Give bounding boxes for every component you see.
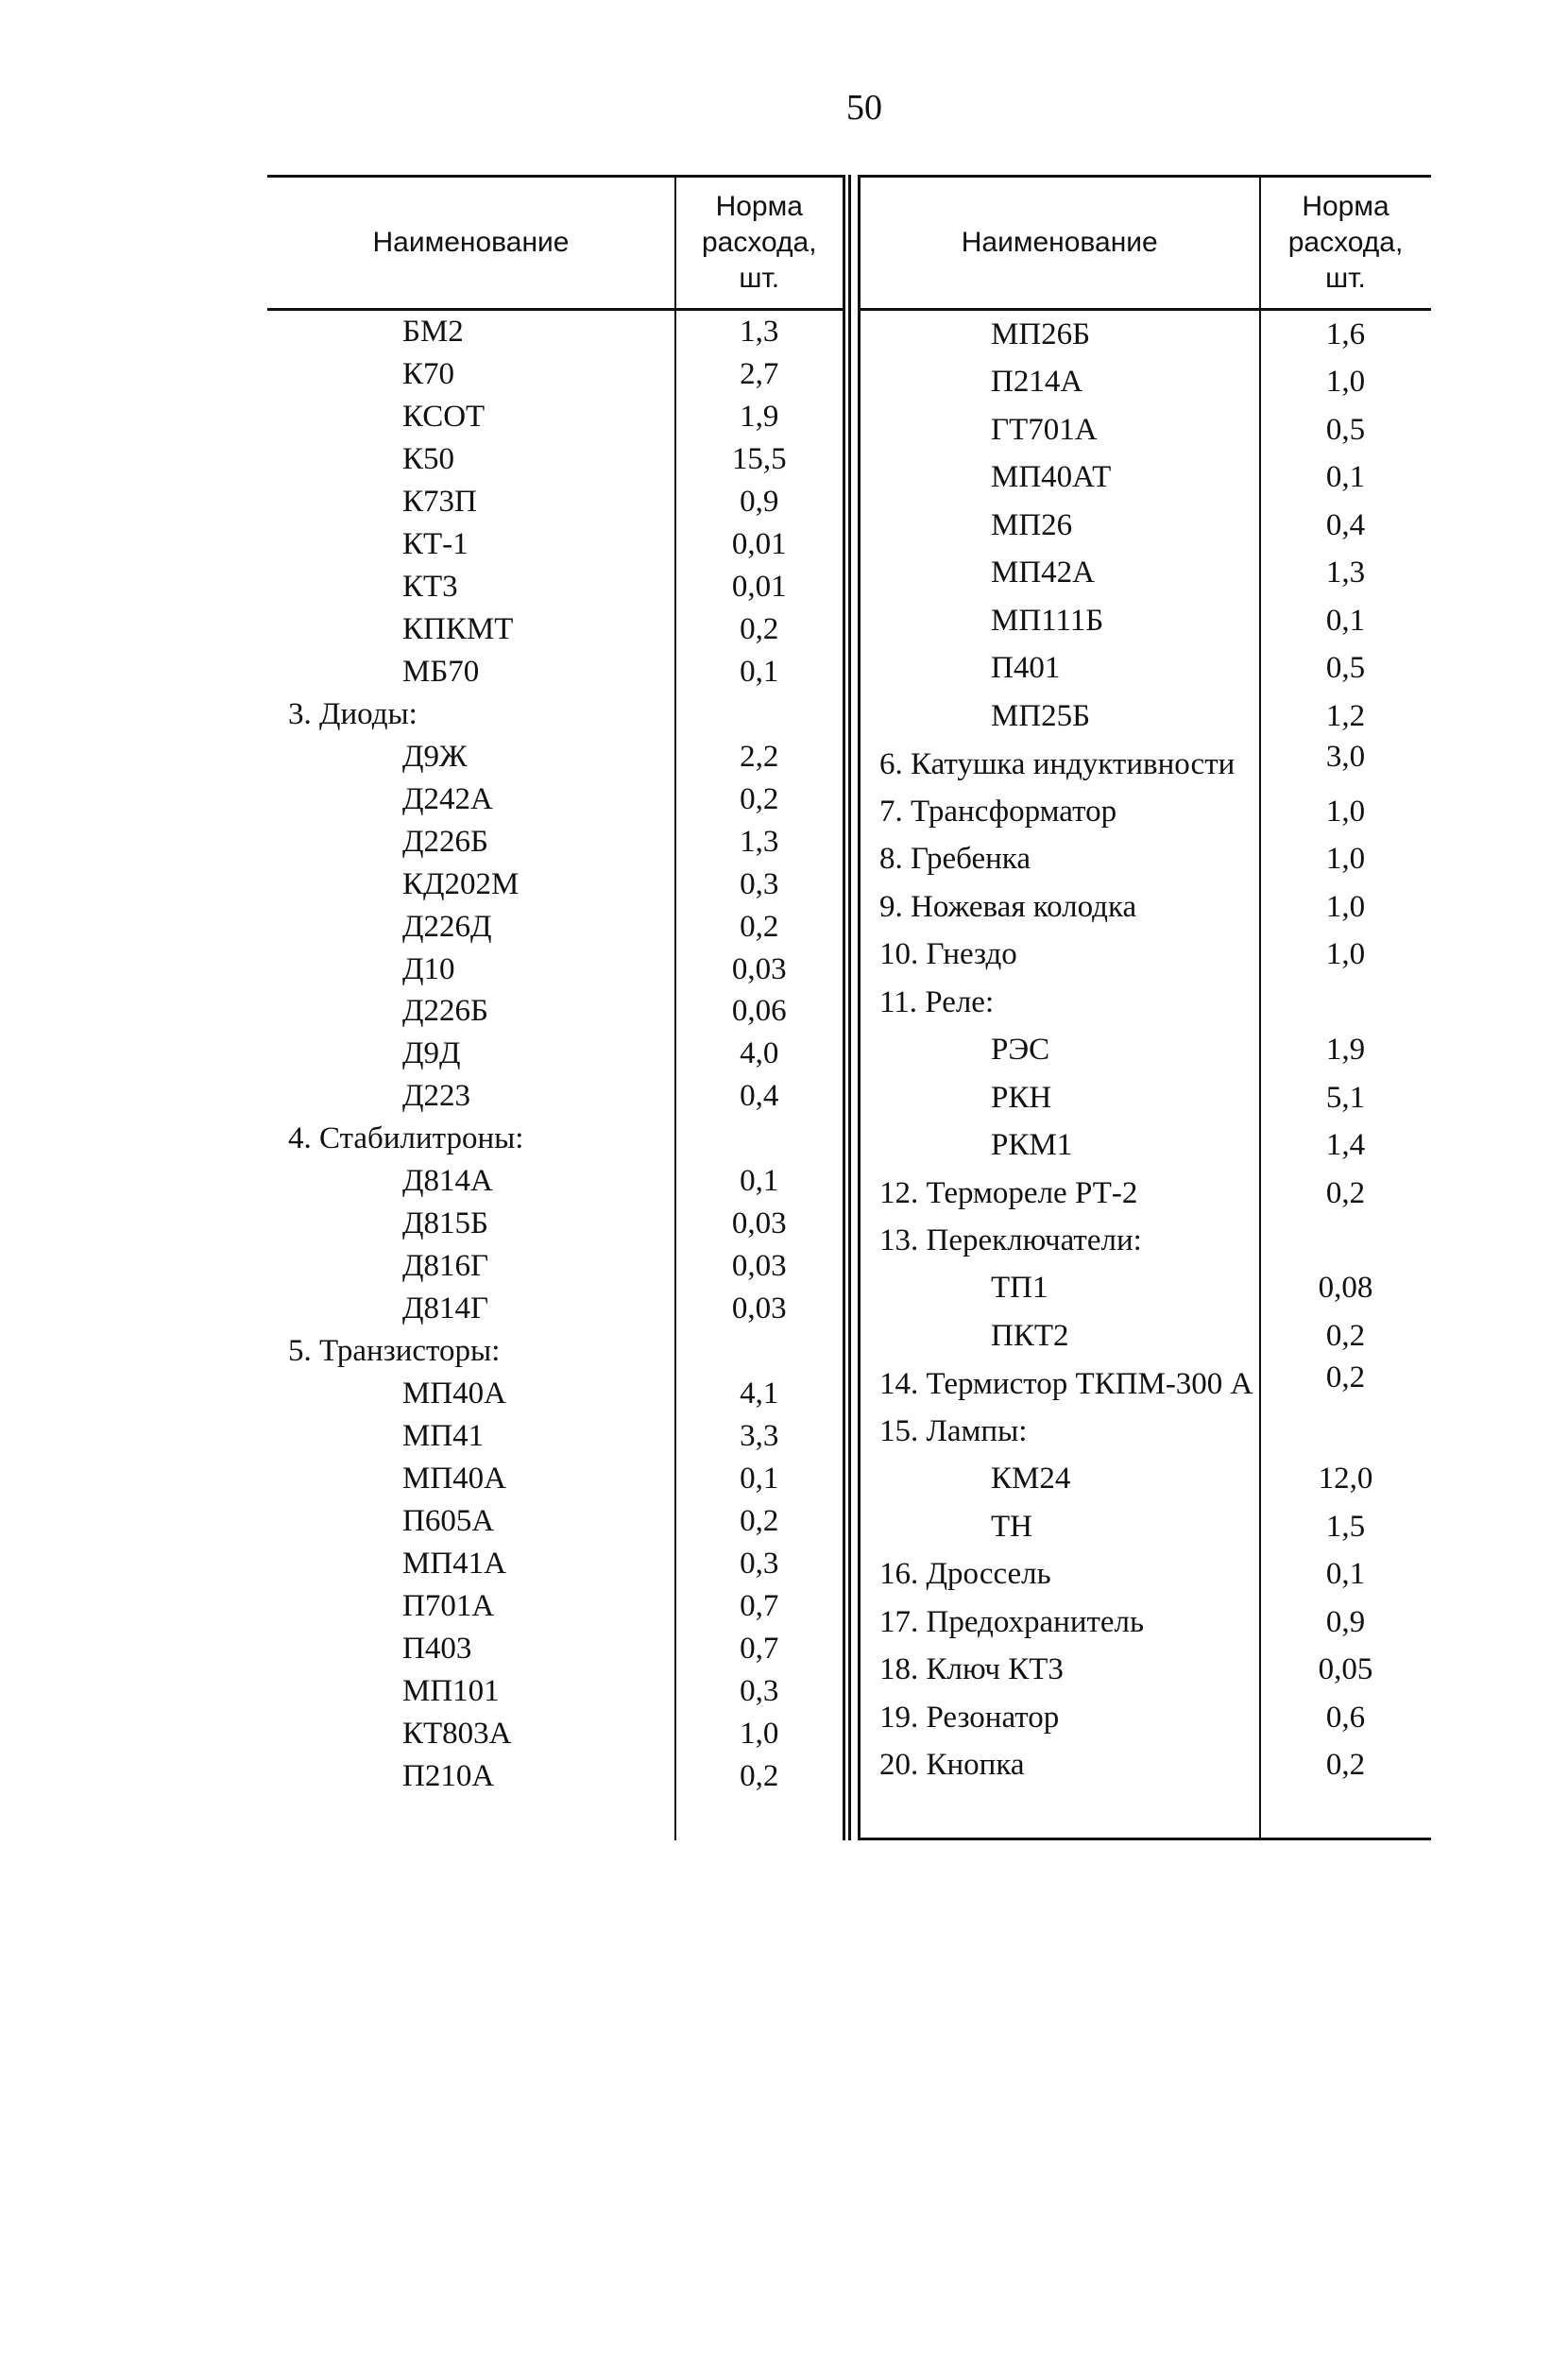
table-row — [860, 1121, 1431, 1169]
item-name: ТН — [860, 1503, 1260, 1550]
item-name: МП111Б — [860, 597, 1260, 644]
table-row — [267, 1713, 844, 1755]
item-name: КСОТ — [267, 396, 675, 438]
table-header-row — [860, 177, 1431, 310]
table-row — [860, 454, 1431, 502]
table-row — [267, 1118, 844, 1160]
item-norm: 0,2 — [675, 906, 844, 949]
table-row — [267, 438, 844, 481]
name-column-header: Наименование — [860, 177, 1260, 310]
item-norm: 0,2 — [1325, 1360, 1366, 1394]
item-norm — [1260, 1217, 1431, 1264]
item-name: Д10 — [267, 949, 675, 991]
table-row — [267, 1245, 844, 1288]
item-name: П401 — [860, 644, 1260, 692]
item-name: П701А — [267, 1585, 675, 1628]
item-name: КПКМТ — [267, 608, 675, 651]
item-norm: 0,2 — [675, 778, 844, 821]
item-name: Д226Б — [267, 821, 675, 864]
table-row — [860, 883, 1431, 931]
table-row — [860, 406, 1431, 453]
table-row — [267, 608, 844, 651]
item-name: МП41А — [267, 1543, 675, 1585]
item-norm: 4,0 — [675, 1033, 844, 1075]
item-name: 4. Стабилитроны: — [267, 1118, 675, 1160]
item-norm: 1,3 — [675, 821, 844, 864]
item-name: КД202М — [267, 864, 675, 906]
table-header-row — [267, 177, 844, 310]
consumption-table-left — [267, 175, 845, 1840]
item-norm — [1260, 979, 1431, 1026]
item-norm: 0,2 — [1325, 1175, 1366, 1210]
table-row — [860, 1742, 1431, 1789]
item-norm: 2,2 — [675, 736, 844, 778]
item-norm — [675, 693, 844, 736]
item-norm: 0,4 — [675, 1075, 844, 1118]
item-name: 19. Резонатор — [860, 1694, 1260, 1741]
table-row — [860, 1503, 1431, 1550]
table-row — [267, 1585, 844, 1628]
item-norm: 0,5 — [1325, 651, 1366, 686]
item-name: РЭС — [860, 1026, 1260, 1073]
item-name: К50 — [267, 438, 675, 481]
item-norm: 3,3 — [675, 1415, 844, 1458]
item-norm: 0,1 — [675, 651, 844, 693]
table-row — [267, 1330, 844, 1373]
item-name: МП40А — [267, 1458, 675, 1500]
table-row — [267, 396, 844, 438]
table-row — [860, 1026, 1431, 1073]
item-norm: 15,5 — [675, 438, 844, 481]
item-name: МП26Б — [860, 310, 1260, 359]
item-name: 5. Транзисторы: — [267, 1330, 675, 1373]
item-name: КМ24 — [860, 1456, 1260, 1503]
item-norm: 0,03 — [675, 949, 844, 991]
item-norm: 0,6 — [1325, 1700, 1366, 1735]
item-norm: 1,4 — [1325, 1128, 1366, 1163]
table-row — [267, 1415, 844, 1458]
item-norm: 12,0 — [1318, 1462, 1373, 1496]
table-row — [267, 1543, 844, 1585]
item-norm: 3,0 — [1325, 740, 1366, 775]
table-filler — [267, 1798, 844, 1840]
table-row — [860, 1265, 1431, 1312]
item-norm: 0,03 — [675, 1245, 844, 1288]
item-name: МП25Б — [860, 693, 1260, 740]
item-norm: 1,0 — [1325, 889, 1366, 924]
table-row — [860, 1456, 1431, 1503]
item-norm: 1,3 — [1325, 556, 1366, 590]
item-norm: 0,7 — [675, 1628, 844, 1670]
item-name: ГТ701А — [860, 406, 1260, 453]
table-row — [860, 549, 1431, 596]
item-norm: 0,9 — [1325, 1604, 1366, 1639]
item-name: 20. Кнопка — [860, 1742, 1260, 1789]
item-name: П210А — [267, 1755, 675, 1798]
table-row — [267, 991, 844, 1034]
item-norm: 1,0 — [1325, 794, 1366, 829]
table-row — [267, 1075, 844, 1118]
table-row — [267, 736, 844, 778]
item-name: 7. Трансформатор — [860, 788, 1260, 835]
item-name: Д816Г — [267, 1245, 675, 1288]
item-norm: 1,6 — [1325, 316, 1366, 351]
name-column-header: Наименование — [267, 177, 675, 310]
item-norm: 0,4 — [1325, 507, 1366, 542]
item-name: БМ2 — [267, 310, 675, 353]
item-name: Д814Г — [267, 1288, 675, 1330]
item-norm: 0,1 — [675, 1458, 844, 1500]
item-name: 14. Термистор ТКПМ-300 А — [860, 1360, 1260, 1408]
item-norm: 0,2 — [1325, 1748, 1366, 1783]
table-row — [267, 1500, 844, 1543]
item-norm: 5,1 — [1325, 1080, 1366, 1115]
item-name: КТ803А — [267, 1713, 675, 1755]
item-norm: 0,01 — [675, 566, 844, 608]
item-norm: 0,2 — [675, 1500, 844, 1543]
table-row — [267, 1203, 844, 1245]
table-row — [267, 906, 844, 949]
item-name: 9. Ножевая колодка — [860, 883, 1260, 931]
item-name: Д226Д — [267, 906, 675, 949]
table-row — [860, 502, 1431, 549]
item-norm: 0,1 — [1325, 1557, 1366, 1592]
item-norm — [1260, 1408, 1431, 1455]
item-norm: 0,06 — [675, 991, 844, 1034]
item-norm — [675, 1330, 844, 1373]
table-row — [860, 644, 1431, 692]
item-name: МП101 — [267, 1670, 675, 1713]
item-name: 16. Дроссель — [860, 1551, 1260, 1599]
item-name: МП40А — [267, 1373, 675, 1415]
item-norm: 4,1 — [675, 1373, 844, 1415]
item-norm: 0,1 — [675, 1160, 844, 1203]
item-name: РКМ1 — [860, 1121, 1260, 1169]
item-name: МБ70 — [267, 651, 675, 693]
item-norm: 0,01 — [675, 523, 844, 566]
table-row — [860, 740, 1431, 787]
item-name: Д242А — [267, 778, 675, 821]
table-row — [267, 1628, 844, 1670]
item-norm: 0,3 — [675, 864, 844, 906]
table-row — [860, 693, 1431, 740]
item-norm — [675, 1118, 844, 1160]
item-name: МП41 — [267, 1415, 675, 1458]
item-name: Д226Б — [267, 991, 675, 1034]
item-norm: 1,9 — [675, 396, 844, 438]
item-name: 18. Ключ КТ3 — [860, 1647, 1260, 1694]
table-row — [267, 1373, 844, 1415]
item-name: МП42А — [860, 549, 1260, 596]
item-norm: 0,2 — [675, 1755, 844, 1798]
table-row — [267, 1755, 844, 1798]
item-norm: 1,3 — [675, 310, 844, 353]
table-row — [267, 778, 844, 821]
table-row — [860, 835, 1431, 882]
item-norm: 0,2 — [675, 608, 844, 651]
table-row — [267, 353, 844, 396]
item-name: К70 — [267, 353, 675, 396]
table-row — [267, 1033, 844, 1075]
table-row — [267, 693, 844, 736]
table-row — [860, 788, 1431, 835]
table-row — [860, 1599, 1431, 1646]
table-row — [267, 310, 844, 353]
item-norm: 1,5 — [1325, 1509, 1366, 1544]
item-norm: 2,7 — [675, 353, 844, 396]
table-row — [267, 651, 844, 693]
table-row — [267, 523, 844, 566]
item-name: РКН — [860, 1074, 1260, 1121]
item-name: П403 — [267, 1628, 675, 1670]
item-norm: 0,9 — [675, 481, 844, 523]
item-name: МП40АТ — [860, 454, 1260, 502]
item-name: Д814А — [267, 1160, 675, 1203]
item-name: КТ3 — [267, 566, 675, 608]
table-row — [267, 864, 844, 906]
table-row — [860, 1360, 1431, 1408]
item-norm: 0,05 — [1318, 1652, 1373, 1687]
table-row — [267, 481, 844, 523]
item-name: 13. Переключатели: — [860, 1217, 1260, 1264]
table-row — [860, 979, 1431, 1026]
item-name: 17. Предохранитель — [860, 1599, 1260, 1646]
item-name: 10. Гнездо — [860, 931, 1260, 978]
table-row — [267, 1458, 844, 1500]
item-name: 12. Термореле РТ-2 — [860, 1170, 1260, 1217]
norm-column-header: Норма расхода, шт. — [675, 177, 844, 310]
table-filler — [860, 1789, 1431, 1838]
table-row — [860, 931, 1431, 978]
item-name: П605А — [267, 1500, 675, 1543]
item-name: 3. Диоды: — [267, 693, 675, 736]
table-row — [267, 1288, 844, 1330]
item-name: Д9Ж — [267, 736, 675, 778]
item-norm: 0,03 — [675, 1288, 844, 1330]
table-row — [860, 310, 1431, 359]
item-name: КТ-1 — [267, 523, 675, 566]
table-row — [267, 1670, 844, 1713]
table-row — [860, 1551, 1431, 1599]
table-row — [860, 1408, 1431, 1455]
table-row — [267, 1160, 844, 1203]
item-norm: 0,2 — [1325, 1318, 1366, 1353]
item-norm: 0,03 — [675, 1203, 844, 1245]
table-row — [860, 1647, 1431, 1694]
item-norm: 1,2 — [1325, 698, 1366, 733]
item-name: ТП1 — [860, 1265, 1260, 1312]
item-norm: 1,0 — [675, 1713, 844, 1755]
item-name: Д9Д — [267, 1033, 675, 1075]
item-name: К73П — [267, 481, 675, 523]
item-norm: 1,9 — [1325, 1033, 1366, 1068]
item-norm: 0,3 — [675, 1543, 844, 1585]
item-norm: 0,5 — [1325, 412, 1366, 447]
table-row — [860, 597, 1431, 644]
item-norm: 0,1 — [1325, 460, 1366, 495]
table-row — [860, 1170, 1431, 1217]
item-norm: 0,3 — [675, 1670, 844, 1713]
norm-column-header: Норма расхода, шт. — [1260, 177, 1431, 310]
table-row — [267, 821, 844, 864]
item-norm: 0,08 — [1318, 1271, 1373, 1306]
item-name: 8. Гребенка — [860, 835, 1260, 882]
table-row — [860, 359, 1431, 406]
item-norm: 0,1 — [1325, 603, 1366, 638]
item-norm: 0,7 — [675, 1585, 844, 1628]
table-row — [267, 949, 844, 991]
table-row — [860, 1217, 1431, 1264]
item-norm: 1,0 — [1325, 937, 1366, 972]
consumption-table-right — [858, 175, 1431, 1840]
table-row — [860, 1694, 1431, 1741]
item-name: П214А — [860, 359, 1260, 406]
page-number: 50 — [846, 88, 882, 128]
item-name: 6. Катушка индуктивности — [860, 740, 1260, 787]
item-name: ПКТ2 — [860, 1312, 1260, 1360]
item-name: 11. Реле: — [860, 979, 1260, 1026]
item-name: Д223 — [267, 1075, 675, 1118]
table-row — [860, 1312, 1431, 1360]
table-divider — [848, 175, 851, 1840]
item-name: Д815Б — [267, 1203, 675, 1245]
table-row — [860, 1074, 1431, 1121]
item-name: МП26 — [860, 502, 1260, 549]
item-name: 15. Лампы: — [860, 1408, 1260, 1455]
table-row — [267, 566, 844, 608]
item-norm: 1,0 — [1325, 842, 1366, 877]
item-norm: 1,0 — [1325, 365, 1366, 400]
